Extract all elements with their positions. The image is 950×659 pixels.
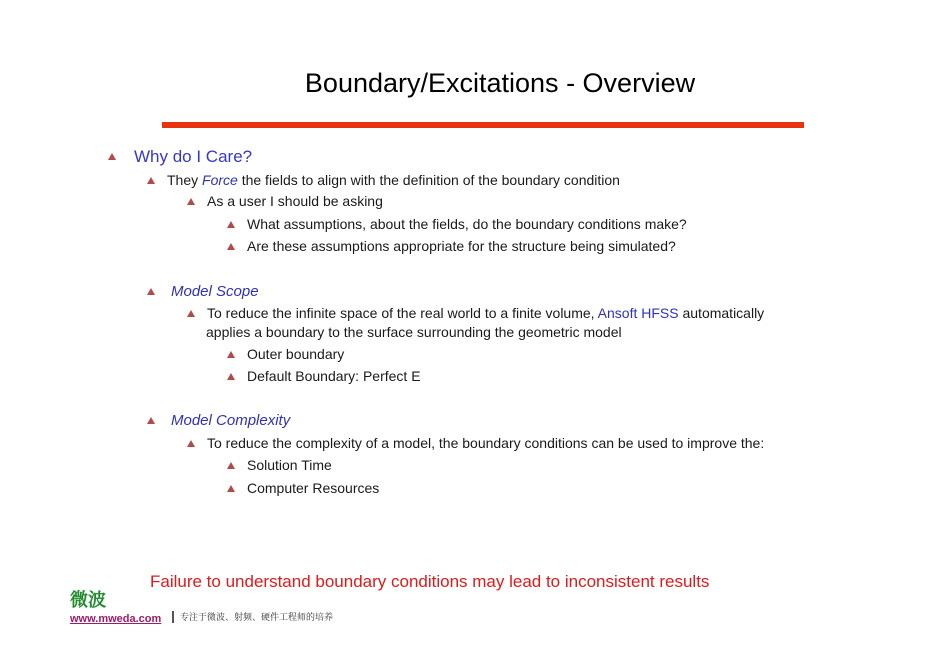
bullet-why-do-i-care — [108, 147, 252, 167]
bullet-text: As a user I should be asking — [207, 193, 383, 209]
bullet-continuation: applies a boundary to the surface surrounding the geometric model — [206, 324, 622, 340]
bullet-solution-time — [227, 457, 332, 473]
logo-url-link[interactable]: www.mweda.com — [70, 613, 162, 625]
triangle-bullet-icon — [187, 198, 195, 205]
bullet-question-assumptions — [227, 216, 687, 232]
slide-title: Boundary/Excitations - Overview — [304, 68, 696, 98]
text-prefix: To reduce the infinite space of the real world to a finite volume, — [207, 305, 598, 321]
bullet-model-complexity — [147, 412, 290, 429]
triangle-bullet-icon — [227, 243, 235, 250]
triangle-bullet-icon — [227, 373, 235, 380]
logo-mark-glyph: 微波 — [70, 590, 106, 610]
bullet-outer-boundary — [227, 346, 344, 362]
text-suffix: automatically — [678, 305, 765, 321]
emphasis-force: Force — [202, 172, 238, 188]
bullet-model-scope — [147, 283, 259, 300]
triangle-bullet-icon — [187, 310, 195, 317]
bullet-user-asking — [187, 193, 383, 209]
triangle-bullet-icon — [187, 440, 195, 447]
bullet-text: To reduce the complexity of a model, the boundary conditions can be used to improve the: — [207, 435, 765, 451]
bullet-text — [207, 305, 764, 321]
section-heading-why: Why do I Care? — [134, 147, 253, 166]
bullet-computer-resources — [227, 480, 379, 496]
footer-tagline: 专注于微波、射频、硬件工程师的培养 — [180, 613, 334, 623]
bullet-text: Default Boundary: Perfect E — [247, 368, 421, 384]
text-suffix: the fields to align with the definition of the boundary condition — [237, 172, 620, 188]
bullet-text: Outer boundary — [247, 346, 345, 362]
bullet-reduce-complexity — [187, 435, 764, 451]
bullet-force-fields — [147, 172, 620, 188]
triangle-bullet-icon — [108, 153, 116, 160]
mweda-logo — [70, 588, 161, 625]
text-prefix: They — [167, 172, 199, 188]
bullet-text: What assumptions, about the fields, do the boundary conditions make? — [247, 216, 687, 232]
triangle-bullet-icon — [147, 417, 155, 424]
triangle-bullet-icon — [147, 177, 155, 184]
section-heading-scope: Model Scope — [171, 283, 259, 300]
bullet-default-boundary — [227, 368, 421, 384]
bullet-question-appropriate — [227, 238, 676, 254]
triangle-bullet-icon — [227, 351, 235, 358]
bullet-text: Solution Time — [247, 457, 332, 473]
triangle-bullet-icon — [147, 288, 155, 295]
footer-divider — [172, 611, 174, 623]
logo-mark-icon — [70, 588, 110, 610]
bullet-text — [167, 172, 620, 188]
bullet-text: Are these assumptions appropriate for the structure being simulated? — [247, 238, 676, 254]
triangle-bullet-icon — [227, 221, 235, 228]
section-heading-complexity: Model Complexity — [171, 412, 291, 429]
warning-message: Failure to understand boundary conditions may lead to inconsistent results — [150, 572, 710, 591]
triangle-bullet-icon — [227, 462, 235, 469]
triangle-bullet-icon — [227, 485, 235, 492]
product-name: Ansoft HFSS — [597, 305, 679, 321]
title-underline — [162, 122, 804, 128]
bullet-text: Computer Resources — [247, 480, 380, 496]
bullet-reduce-infinite-space — [187, 305, 764, 321]
